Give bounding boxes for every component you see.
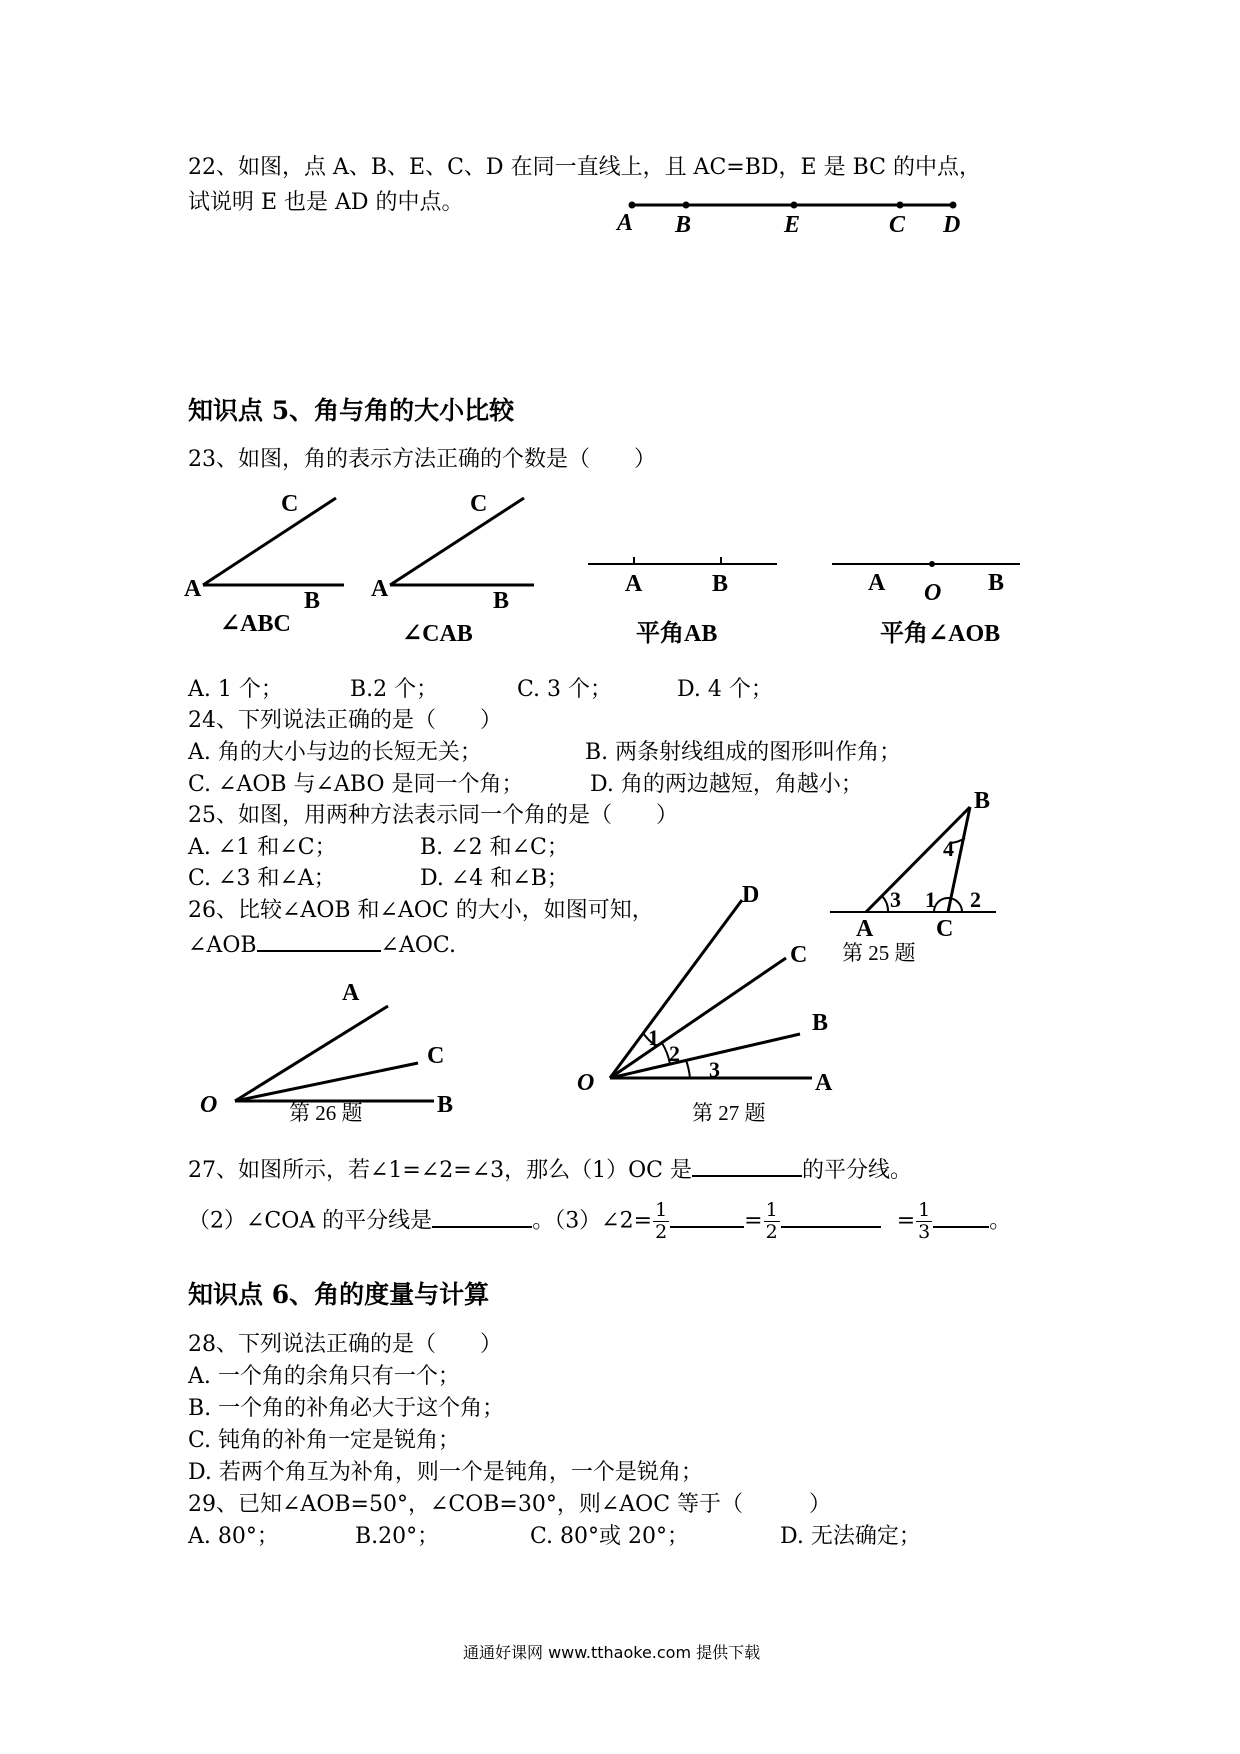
section-6-title: 知识点 6、角的度量与计算: [188, 1280, 490, 1309]
q27-fraction-2-num: 1: [765, 1199, 778, 1221]
q27-ray-oc: [610, 958, 786, 1078]
q24-stem: 24、下列说法正确的是（ ）: [188, 708, 502, 733]
q23-fig2-label-a: A: [371, 576, 389, 602]
q23-figure-3: [588, 557, 777, 647]
q22-point-d: [950, 202, 956, 208]
q25-angle-3-arc: [882, 896, 888, 912]
q23-option-a: A. 1 个；: [188, 677, 283, 702]
footer-text: 通通好课网 www.tthaoke.com 提供下载: [463, 1643, 761, 1662]
q24-option-b: B. 两条射线组成的图形叫作角；: [585, 740, 902, 765]
q27-fraction-3-num: 1: [918, 1199, 931, 1221]
q22-figure: [615, 202, 960, 238]
q23-fig1-label-a: A: [184, 576, 202, 602]
q23-fig1-label-c: C: [281, 491, 299, 517]
q27-end: 。: [989, 1208, 1012, 1234]
q27-fraction-2-den: 2: [765, 1221, 778, 1243]
q25-option-c: C. ∠3 和∠A；: [188, 866, 336, 891]
q27-label-c: C: [790, 942, 808, 968]
q22-point-b: [683, 202, 689, 208]
q25-option-d: D. ∠4 和∠B；: [420, 866, 569, 891]
q23-fig2-label-b: B: [493, 588, 510, 614]
q29-option-d: D. 无法确定；: [780, 1524, 921, 1549]
q26-label-o: O: [200, 1092, 218, 1118]
q29-option-b: B.20°；: [355, 1524, 440, 1549]
q23-stem: 23、如图，角的表示方法正确的个数是（ ）: [188, 447, 656, 472]
q27-label-b: B: [812, 1010, 829, 1036]
q22-label-c: C: [889, 212, 906, 238]
q25-option-a: A. ∠1 和∠C；: [188, 835, 337, 860]
q29-stem: 29、已知∠AOB=50°，∠COB=30°，则∠AOC 等于（ ）: [188, 1492, 832, 1517]
q25-caption: 第 25 题: [842, 941, 916, 965]
q22-point-c: [897, 202, 903, 208]
q23-figure-4: [832, 561, 1020, 647]
q23-fig1-ray-ac: [203, 498, 336, 585]
q26-caption: 第 26 题: [289, 1101, 363, 1125]
q27-fraction-1-den: 2: [655, 1221, 668, 1243]
q24-option-c: C. ∠AOB 与∠ABO 是同一个角；: [188, 772, 524, 797]
q27-eq-1: =: [744, 1208, 763, 1234]
q22-line2: 试说明 E 也是 AD 的中点。: [188, 190, 464, 215]
q27-label-o: O: [577, 1070, 595, 1096]
q23-fig4-label-a: A: [868, 570, 886, 596]
q23-fig3-label-b: B: [712, 571, 729, 597]
q25-label-3: 3: [890, 887, 901, 912]
q22-line1: 22、如图，点 A、B、E、C、D 在同一直线上，且 AC=BD，E 是 BC 的中点，: [188, 155, 981, 180]
q27-fraction-3-den: 3: [918, 1221, 931, 1243]
q28-stem: 28、下列说法正确的是（ ）: [188, 1332, 502, 1357]
q23-fig3-caption: 平角AB: [636, 621, 718, 647]
q27-figure: [577, 882, 833, 1125]
q22-label-e: E: [784, 212, 801, 238]
q22-point-e: [791, 202, 797, 208]
q23-fig2-ray-ac: [390, 498, 524, 585]
q25-stem: 25、如图，用两种方法表示同一个角的是（ ）: [188, 803, 678, 828]
q27-label-3: 3: [709, 1057, 720, 1082]
q29-option-a: A. 80°；: [188, 1524, 279, 1549]
q23-option-b: B.2 个；: [350, 677, 439, 702]
q26-ray-oc: [235, 1063, 418, 1101]
q22-label-b: B: [675, 212, 692, 238]
section-5-title: 知识点 5、角与角的大小比较: [188, 396, 515, 425]
q27-fraction-1-num: 1: [655, 1199, 668, 1221]
q23-fig3-label-a: A: [625, 571, 643, 597]
q23-fig1-label-b: B: [304, 588, 321, 614]
q27-eq-2: =: [896, 1208, 916, 1234]
q28-option-d: D. 若两个角互为补角，则一个是钝角，一个是锐角；: [188, 1460, 703, 1485]
q23-fig4-point-o: [929, 561, 935, 567]
q23-figure-2: [371, 491, 534, 647]
q26-line2-end: ∠AOC.: [380, 933, 456, 958]
q25-label-b: B: [974, 788, 991, 814]
q27-line1-end: 的平分线。: [802, 1158, 913, 1183]
q26-label-a: A: [342, 980, 360, 1006]
q25-label-2: 2: [970, 887, 981, 912]
q22-point-a: [629, 202, 635, 208]
q23-fig4-label-b: B: [988, 570, 1005, 596]
q23-fig4-label-o: O: [924, 580, 942, 606]
q28-option-c: C. 钝角的补角一定是锐角；: [188, 1428, 461, 1453]
q27-line1-start: 27、如图所示，若∠1=∠2=∠3，那么（1）OC 是: [188, 1158, 693, 1183]
q27-line2-start: （2）∠COA 的平分线是: [188, 1208, 433, 1234]
q24-option-a: A. 角的大小与边的长短无关；: [188, 740, 482, 765]
q25-figure: [830, 788, 996, 965]
q28-option-b: B. 一个角的补角必大于这个角；: [188, 1396, 505, 1421]
q29-option-c: C. 80°或 20°；: [530, 1524, 690, 1549]
q23-fig2-label-c: C: [470, 491, 488, 517]
q26-label-c: C: [427, 1043, 445, 1069]
q23-fig4-caption: 平角∠AOB: [880, 621, 1001, 647]
q27-label-2: 2: [669, 1041, 680, 1066]
q23-option-d: D. 4 个；: [677, 677, 773, 702]
q27-line2-mid: 。（3）∠2=: [532, 1208, 653, 1234]
q26-ray-oa: [235, 1006, 388, 1101]
q27-label-a: A: [815, 1070, 833, 1096]
q23-fig2-caption: ∠CAB: [402, 621, 473, 647]
q26-line2-start: ∠AOB: [188, 933, 257, 958]
q25-label-4: 4: [943, 836, 954, 861]
q22-label-a: A: [617, 210, 634, 236]
q27-label-d: D: [742, 882, 760, 908]
q25-option-b: B. ∠2 和∠C；: [420, 835, 569, 860]
q24-option-d: D. 角的两边越短，角越小；: [590, 772, 863, 797]
q26-figure: [200, 980, 453, 1125]
q25-label-a: A: [856, 916, 874, 942]
q23-fig1-caption: ∠ABC: [220, 611, 291, 637]
q22-label-d: D: [943, 212, 961, 238]
q26-stem: 26、比较∠AOB 和∠AOC 的大小，如图可知，: [188, 898, 654, 923]
q28-option-a: A. 一个角的余角只有一个；: [188, 1364, 460, 1389]
q25-side-ab: [866, 807, 970, 912]
q26-label-b: B: [437, 1092, 454, 1118]
q27-angle-3-arc: [686, 1060, 690, 1078]
q23-option-c: C. 3 个；: [517, 677, 613, 702]
q27-caption: 第 27 题: [692, 1101, 766, 1125]
q23-figure-1: [184, 491, 344, 637]
q27-label-1: 1: [648, 1025, 659, 1050]
q25-label-c: C: [936, 916, 954, 942]
q25-label-1: 1: [925, 887, 936, 912]
